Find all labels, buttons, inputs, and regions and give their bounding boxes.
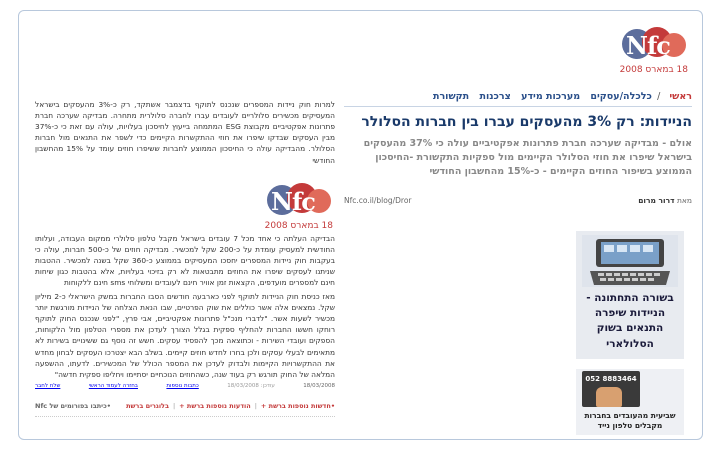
article-paragraph: למרות חוק ניידות המספרים שנכנס לתוקף בדצמבר אשתקד, רק כ-3% מהעסקים בישראל המעסיקים מכשירים סלולריים לעובדים עברו לחברה סלולרית מתחרה. מבדיקה שערכה חברת פתרונות אפקטיביים מקבוצת ESG המתמחה בייעוץ לחיסכון בעלויות, עולה עם זאת כי כ-37% מבין העסקים שבדקו שיפרו את חוזי ההתקשרות הקיימים כדי לשפר את התנאים מול חברות הסלולר. מהבדיקה עולה כי החיסכון הממוצע לחברות ששיפרו חוזים עומד על 15% מהחשבון החודשי <box>35 100 336 165</box>
footer-forum-link[interactable]: •כיתבו בפורומים של Nfc <box>35 402 111 410</box>
page-frame <box>18 10 703 440</box>
tab-consumer[interactable]: צרכנות <box>479 91 511 102</box>
footer-link-bloggers[interactable]: בלוגרים ברשת <box>126 402 169 410</box>
ad-caption: שביעית מהעובדים בחברות מקבלים טלפון נייד <box>584 411 676 430</box>
article-body-column <box>27 11 335 439</box>
footer-links <box>35 402 335 410</box>
nfc-logo <box>622 27 688 63</box>
author-line <box>638 196 692 205</box>
breadcrumb-section[interactable]: כלכלה/עסקים <box>590 91 652 102</box>
footer-link-news[interactable]: •חדשות נוספות ברשת + <box>260 402 335 410</box>
promo-box[interactable] <box>576 231 684 359</box>
footer-updated: עודכן: 18/03/2008 <box>227 383 275 389</box>
ad-box[interactable] <box>576 369 684 435</box>
article-subhead: אולם - מבדיקה שערכה חברת פתרונות אפקטיביים עולה כי 37% מהעסקים בישראל שיפרו את חוזי הסלולר הקיימים מול ספקיות התקשורת -החיסכון הממוצע בשיפור החוזים הקיימים - כ-15% מהחשבון החודשי <box>363 138 692 177</box>
footer-send-friend[interactable]: שלח לחבר <box>35 383 61 389</box>
article-paragraph: מאז כניסת חוק הניידות לתוקף לפני כארבעה חודשים הסבו החברות במשק הישראלי כ-2 מיליון שקל. נמצאים אלה אשר כוללים את שוק הפרטיים, שבו הנאת הצלחה של הניידות מורגשת יותר מכשיר לשעות אשר. "לדברי מנכ"ל פתרונות אפקטיביים, אבי פרץ, "לפני שנכנס החוק לתוקף רוחקו חששו החברות להחליף ספקית בגלל הצורך לעדכן את מספרי הטלפון מול הלקוחות, הספקים ועובדי השירות - וכתוצאה מכך להפסיד עסקים. חשש זה נוסף גם ששינויים בשירות לא מתאימים לבעלי עסקים ולכן בחרו לחדש חוזים קיימים. בשלב הבא יצטרכו העסקים לבחון מחדש את ההתקשרויות הקיימות ולבדוק לעדכן את המספר הכולל של המכשירים. לדעתו, ההשפעה המלאה של החוק תורגש רק בעוד שנה, כשהחוזים הנוכחיים יסתיימו ויחליפו ספקית חדשה" <box>35 292 335 379</box>
masthead-date: 18 במארס 2008 <box>619 65 688 75</box>
ad-image <box>582 371 640 407</box>
inline-logo <box>264 183 333 233</box>
footer-link-messages[interactable]: הודעות נוספות ברשת + <box>179 402 251 410</box>
masthead-logo[interactable] <box>619 27 688 77</box>
main-column <box>334 11 702 439</box>
author-label: מאת <box>676 196 692 205</box>
source-url[interactable]: Nfc.co.il/blog/Dror <box>344 196 412 205</box>
article-headline: הניידות: רק 3% מהעסקים עברו בין חברות הסלולר <box>361 114 692 130</box>
nfc-logo <box>267 183 333 219</box>
tab-info-systems[interactable]: מערכות מידע <box>521 91 581 102</box>
footer-more-articles[interactable]: כתבות נוספות <box>166 383 199 389</box>
article-meta <box>344 196 692 205</box>
tab-communications[interactable]: תקשורת <box>432 91 470 102</box>
article-footer-meta <box>35 383 335 389</box>
promo-title: בשורה התחתונה - הניידות שיפרה התנאים בשוק הסלולארי <box>586 292 674 350</box>
phone-image <box>582 235 678 287</box>
footer-divider <box>35 416 335 417</box>
breadcrumb: ראשי/ כלכלה/עסקים מערכות מידע צרכנות תקשורת <box>344 91 692 107</box>
footer-back-home[interactable]: בחזרה לעמוד הראשי <box>88 383 138 389</box>
inline-logo-date: 18 במארס 2008 <box>264 221 333 231</box>
article-paragraph: הבדיקה העלתה כי אחד מכל 7 עובדים בישראל מקבל טלפון סלולרי ממקום העבודה, ועלותו החודשית למעסיק עומדת על כ-200 שקל למכשיר. מבדיקה חוזים של כ-500 חברות, עולה כי בעקבות חוק ניידות המספרים יחסכו המעסיקים בממוצע כ-360 שקל בשנה למכשיר. ההטבות שניתנו לעסקים שיפרו את החוזים מתבטאות לא רק בזיכוי בעלויות, אלא בהטבות כגון שיחות חינם למספרים מועדפים, הקצאות זמן אוויר חינם לעובדים ומשלוחי sms חינם ללקוחות <box>35 234 335 288</box>
author-name[interactable]: דרור מרום <box>638 196 675 205</box>
logo-wordmark: Nfc <box>626 31 670 60</box>
breadcrumb-home[interactable]: ראשי <box>669 91 692 102</box>
footer-date: 18/03/2008 <box>303 383 335 389</box>
ad-phone-number: 052 8883464 <box>585 375 637 383</box>
logo-wordmark: Nfc <box>271 187 315 216</box>
footer-link-group: •חדשות נוספות ברשת + | הודעות נוספות ברשת + | בלוגרים ברשת <box>126 402 335 410</box>
